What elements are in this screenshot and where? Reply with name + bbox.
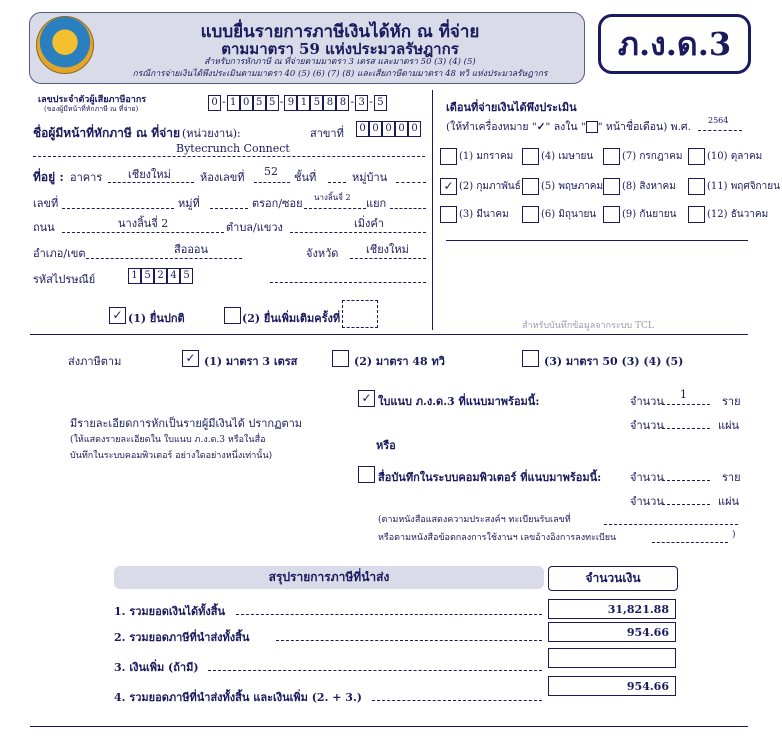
postcode-digit-5[interactable]: 5 xyxy=(180,268,193,284)
month-checkbox[interactable] xyxy=(603,206,620,223)
tax-id-digit-5[interactable]: 5 xyxy=(266,95,279,111)
total-income-amount[interactable]: 31,821.88 xyxy=(548,599,676,619)
digit-separator: - xyxy=(279,95,284,108)
attach-unit-sheet: แผ่น xyxy=(718,419,740,432)
yaek-label: แยก xyxy=(366,197,387,210)
tax-id-digit-2[interactable]: 1 xyxy=(227,95,240,111)
tax-id-digit-7[interactable]: 1 xyxy=(297,95,310,111)
month-label: (7) กรกฎาคม xyxy=(622,151,683,162)
digit-separator: - xyxy=(369,95,373,108)
additional-filing-checkbox[interactable] xyxy=(224,307,241,324)
tax-id-digit-12[interactable]: 5 xyxy=(374,95,387,111)
section-48-tawi-label: (2) มาตรา 48 ทวิ xyxy=(354,355,445,368)
summary-row-label: 1. รวมยอดเงินได้ทั้งสิ้น xyxy=(114,605,226,618)
postcode-digit-1[interactable]: 1 xyxy=(128,268,141,284)
postcode-digits[interactable] xyxy=(128,268,193,284)
month-label: (3) มีนาคม xyxy=(459,209,509,220)
branch-digits[interactable] xyxy=(356,121,421,137)
building-value[interactable]: เชียงใหม่ xyxy=(128,168,171,181)
tax-id-digit-10[interactable]: 8 xyxy=(336,95,349,111)
attach-count-value[interactable]: 1 xyxy=(680,388,687,401)
total-tax-amount[interactable]: 954.66 xyxy=(548,622,676,642)
month-label: (12) ธันวาคม xyxy=(707,209,769,220)
address-label: ที่อยู่ : xyxy=(33,170,64,184)
attachment-desc-1: มีรายละเอียดการหักเป็นรายผู้มีเงินได้ ปรากฏตาม xyxy=(70,417,303,430)
media-unit-person: ราย xyxy=(722,471,741,484)
attach-sheet-label: จำนวน xyxy=(630,419,664,432)
summary-row-label: 2. รวมยอดภาษีที่นำส่งทั้งสิ้น xyxy=(114,631,250,644)
postcode-digit-4[interactable]: 4 xyxy=(167,268,180,284)
tax-id-sub: (ของผู้มีหน้าที่หักภาษี ณ ที่จ่าย) xyxy=(44,105,139,113)
withholder-name-sub: (หน่วยงาน): xyxy=(182,127,241,140)
media-unit-sheet: แผ่น xyxy=(718,495,740,508)
tax-id-digit-9[interactable]: 8 xyxy=(323,95,336,111)
road-value[interactable]: นางลิ้นจี่ 2 xyxy=(118,217,169,230)
surcharge-amount[interactable] xyxy=(548,648,676,668)
withholder-name-value[interactable]: Bytecrunch Connect xyxy=(176,142,290,155)
tax-id-digit-3[interactable]: 0 xyxy=(240,95,253,111)
month-grid xyxy=(440,148,780,238)
tax-year-value[interactable]: 2564 xyxy=(708,116,729,125)
month-checkbox[interactable] xyxy=(522,178,539,195)
month-label: (2) กุมภาพันธ์ xyxy=(459,181,521,192)
month-hint xyxy=(446,118,691,135)
attach-form-checkbox[interactable]: ✓ xyxy=(358,390,375,407)
month-checkbox[interactable] xyxy=(688,206,705,223)
month-checkbox[interactable] xyxy=(603,148,620,165)
district-label: อำเภอ/เขต xyxy=(33,247,86,260)
month-checkbox[interactable] xyxy=(522,206,539,223)
month-label: (1) มกราคม xyxy=(459,151,514,162)
attach-media-checkbox[interactable] xyxy=(358,466,375,483)
section-50-label: (3) มาตรา 50 (3) (4) (5) xyxy=(544,355,684,368)
revenue-department-seal-icon xyxy=(36,16,94,74)
attach-unit-person: ราย xyxy=(722,395,741,408)
digit-separator: - xyxy=(350,95,355,108)
attach-count-label: จำนวน xyxy=(630,395,664,408)
tcl-note: สำหรับบันทึกข้อมูลจากระบบ TCL xyxy=(522,321,654,331)
additional-filing-count-box[interactable] xyxy=(342,300,378,328)
branch-digit-1[interactable]: 0 xyxy=(356,121,369,137)
month-checkbox[interactable] xyxy=(522,148,539,165)
normal-filing-label: (1) ยื่นปกติ xyxy=(128,312,185,325)
form-subtitle-1: สำหรับการหักภาษี ณ ที่จ่ายตามมาตรา 3 เตรส และมาตรา 50 (3) (4) (5) xyxy=(204,57,476,67)
month-label: (5) พฤษภาคม xyxy=(541,181,604,192)
section-48-tawi-checkbox[interactable] xyxy=(332,350,349,367)
branch-label: สาขาที่ xyxy=(310,127,344,140)
branch-digit-3[interactable]: 0 xyxy=(382,121,395,137)
media-sheet-label: จำนวน xyxy=(630,495,664,508)
tax-id-digit-1[interactable]: 0 xyxy=(208,95,221,111)
postcode-digit-2[interactable]: 5 xyxy=(141,268,154,284)
form-subtitle-2: กรณีการจ่ายเงินได้พึงประเมินตามมาตรา 40 (5) (6) (7) (8) และเสียภาษีตามมาตรา 48 ทวิ แห่งประมวลรัษฎากร xyxy=(132,69,548,79)
tax-id-digits[interactable] xyxy=(208,95,387,111)
month-label: (10) ตุลาคม xyxy=(707,151,763,162)
floor-label: ชั้นที่ xyxy=(294,171,317,184)
month-label: (9) กันยายน xyxy=(622,209,677,220)
subdistrict-value[interactable]: เมิ่งคำ xyxy=(354,217,384,230)
attach-media-label: สื่อบันทึกในระบบคอมพิวเตอร์ ที่แนบมาพร้อมนี้: xyxy=(378,471,602,484)
tax-id-digit-6[interactable]: 9 xyxy=(284,95,297,111)
month-hint-suffix: " หน้าชื่อเดือน) พ.ศ. xyxy=(597,121,691,133)
section-3-tres-checkbox[interactable]: ✓ xyxy=(182,350,199,367)
section-50-checkbox[interactable] xyxy=(522,350,539,367)
branch-digit-5[interactable]: 0 xyxy=(408,121,421,137)
road-label: ถนน xyxy=(33,221,55,234)
tax-id-label: เลขประจำตัวผู้เสียภาษีอากร xyxy=(38,95,147,105)
section-3-tres-label: (1) มาตรา 3 เตรส xyxy=(204,355,298,368)
grand-total-amount[interactable]: 954.66 xyxy=(548,676,676,696)
registration-note-1: (ตามหนังสือแสดงความประสงค์ฯ ทะเบียนรับเลขที่ xyxy=(378,515,571,525)
postcode-label: รหัสไปรษณีย์ xyxy=(33,273,96,286)
additional-filing-label: (2) ยื่นเพิ่มเติมครั้งที่ xyxy=(242,312,341,325)
month-checkbox[interactable]: ✓ xyxy=(440,178,457,195)
tax-id-digit-11[interactable]: 3 xyxy=(355,95,368,111)
month-hint-mid: " ลงใน " xyxy=(545,121,586,133)
month-hint-box-icon xyxy=(586,121,598,133)
month-checkbox[interactable] xyxy=(440,206,457,223)
or-label: หรือ xyxy=(376,439,396,452)
postcode-digit-3[interactable]: 2 xyxy=(154,268,167,284)
tax-section-label: ส่งภาษีตาม xyxy=(68,355,122,368)
building-label: อาคาร xyxy=(70,171,103,184)
registration-note-2: หรือตามหนังสือข้อตกลงการใช้งานฯ เลขอ้างอิงการลงทะเบียน xyxy=(378,533,617,543)
month-label: (11) พฤศจิกายน xyxy=(707,181,780,192)
month-checkbox[interactable] xyxy=(688,148,705,165)
tax-id-digit-8[interactable]: 5 xyxy=(310,95,323,111)
room-label: ห้องเลขที่ xyxy=(200,171,245,184)
digit-separator: - xyxy=(222,95,226,108)
month-hint-check-icon: ✓ xyxy=(536,121,546,133)
withholder-name-label: ชื่อผู้มีหน้าที่หักภาษี ณ ที่จ่าย xyxy=(33,126,180,140)
amount-header: จำนวนเงิน xyxy=(548,566,678,591)
registration-note-close: ) xyxy=(732,530,736,540)
province-label: จังหวัด xyxy=(306,247,339,260)
normal-filing-checkbox[interactable]: ✓ xyxy=(109,307,126,324)
month-hint-prefix: (ให้ทำเครื่องหมาย " xyxy=(446,121,537,133)
tax-id-digit-4[interactable]: 5 xyxy=(253,95,266,111)
month-checkbox[interactable] xyxy=(440,148,457,165)
month-label: (4) เมษายน xyxy=(541,151,594,162)
attach-form-label: ใบแนบ ภ.ง.ด.3 ที่แนบมาพร้อมนี้: xyxy=(378,395,540,408)
form-title: แบบยื่นรายการภาษีเงินได้หัก ณ ที่จ่าย xyxy=(200,22,480,42)
media-count-label: จำนวน xyxy=(630,471,664,484)
village-label: หมู่บ้าน xyxy=(352,171,388,184)
form-code-badge: ภ.ง.ด.3 xyxy=(598,14,751,74)
house-number-label: เลขที่ xyxy=(33,197,59,210)
subdistrict-label: ตำบล/แขวง xyxy=(226,221,283,234)
moo-label: หมู่ที่ xyxy=(178,197,200,210)
month-checkbox[interactable] xyxy=(688,178,705,195)
province-value[interactable]: เชียงใหม่ xyxy=(366,243,409,256)
branch-digit-2[interactable]: 0 xyxy=(369,121,382,137)
soi-label: ตรอก/ซอย xyxy=(252,197,303,210)
month-label: (6) มิถุนายน xyxy=(541,209,597,220)
summary-header: สรุปรายการภาษีที่นำส่ง xyxy=(114,566,544,589)
form-title-law: ตามมาตรา 59 แห่งประมวลรัษฎากร xyxy=(221,40,459,58)
month-checkbox[interactable] xyxy=(603,178,620,195)
soi-value[interactable]: นางลิ้นจี่ 2 xyxy=(314,193,351,202)
room-value[interactable]: 52 xyxy=(264,165,278,178)
month-label: (8) สิงหาคม xyxy=(622,181,676,192)
attachment-desc-2: (ให้แสดงรายละเอียดใน ใบแนบ ภ.ง.ด.3 หรือในสื่อ xyxy=(70,435,266,445)
summary-row-label: 4. รวมยอดภาษีที่นำส่งทั้งสิ้น และเงินเพิ่ม (2. + 3.) xyxy=(114,691,362,704)
attachment-desc-3: บันทึกในระบบคอมพิวเตอร์ อย่างใดอย่างหนึ่งเท่านั้น) xyxy=(70,451,273,461)
summary-row-label: 3. เงินเพิ่ม (ถ้ามี) xyxy=(114,661,199,674)
month-section-label: เดือนที่จ่ายเงินได้พึงประเมิน xyxy=(446,101,577,114)
district-value[interactable]: สือออน xyxy=(174,243,209,256)
branch-digit-4[interactable]: 0 xyxy=(395,121,408,137)
